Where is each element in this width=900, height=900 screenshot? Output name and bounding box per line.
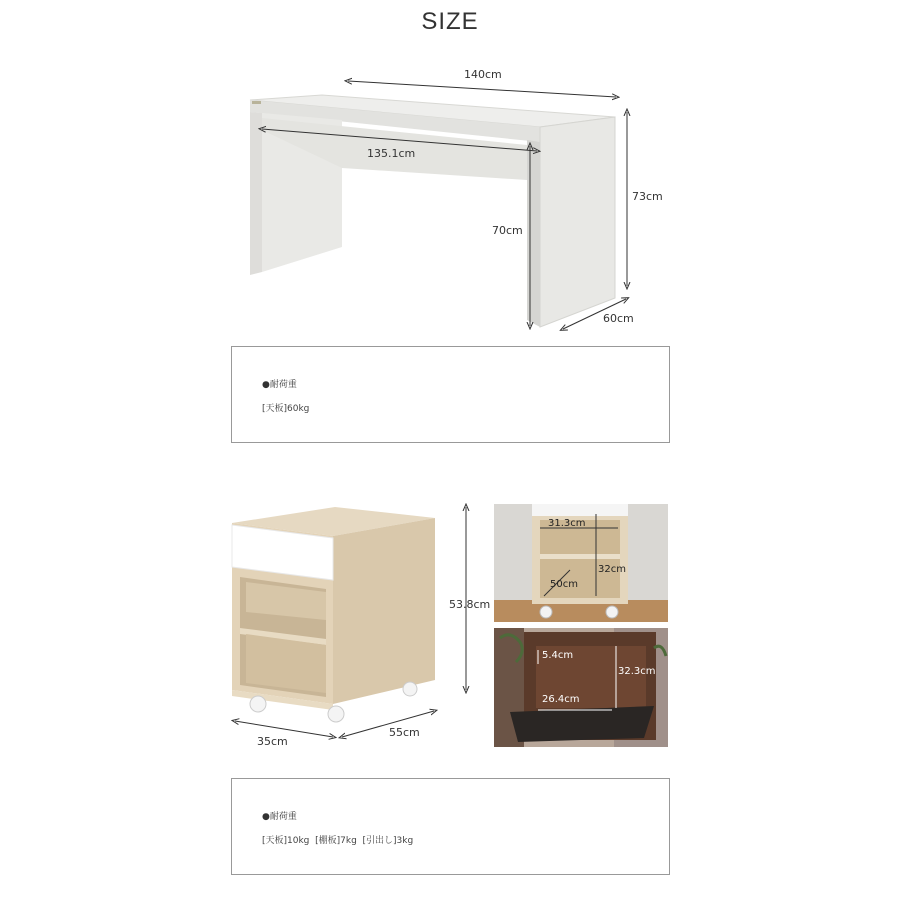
wagon-width-label: 35cm [257,735,288,748]
drawer-interior-photo [494,628,668,747]
load-heading: ●耐荷重 [262,380,297,390]
drawer-width-label: 26.4cm [542,694,580,705]
desk-height-label: 73cm [632,190,663,203]
shelf-depth-label: 50cm [550,579,578,590]
shelf-height-label: 32cm [598,564,626,575]
desk-load-box [231,346,670,443]
drawer-depth-label: 32.3cm [618,666,656,677]
load-items: [天板]60kg [262,404,310,414]
wagon-load-box [231,778,670,875]
shelf-interior-photo [494,504,668,622]
drawer-height-label: 5.4cm [542,650,574,661]
desk-inner-height-label: 70cm [492,224,523,237]
load-items: [天板]10kg [棚板]7kg [引出し]3kg [262,836,414,846]
desk-depth-label: 60cm [603,312,634,325]
load-heading: ●耐荷重 [262,812,297,822]
wagon-height-label: 53.8cm [449,598,491,611]
shelf-width-label: 31.3cm [548,518,586,529]
page-title: SIZE [421,8,479,35]
desk-inner-width-label: 135.1cm [367,147,416,160]
wagon-illustration [228,500,498,750]
desk-width-label: 140cm [464,68,502,81]
wagon-depth-label: 55cm [389,726,420,739]
desk-illustration [240,60,660,340]
